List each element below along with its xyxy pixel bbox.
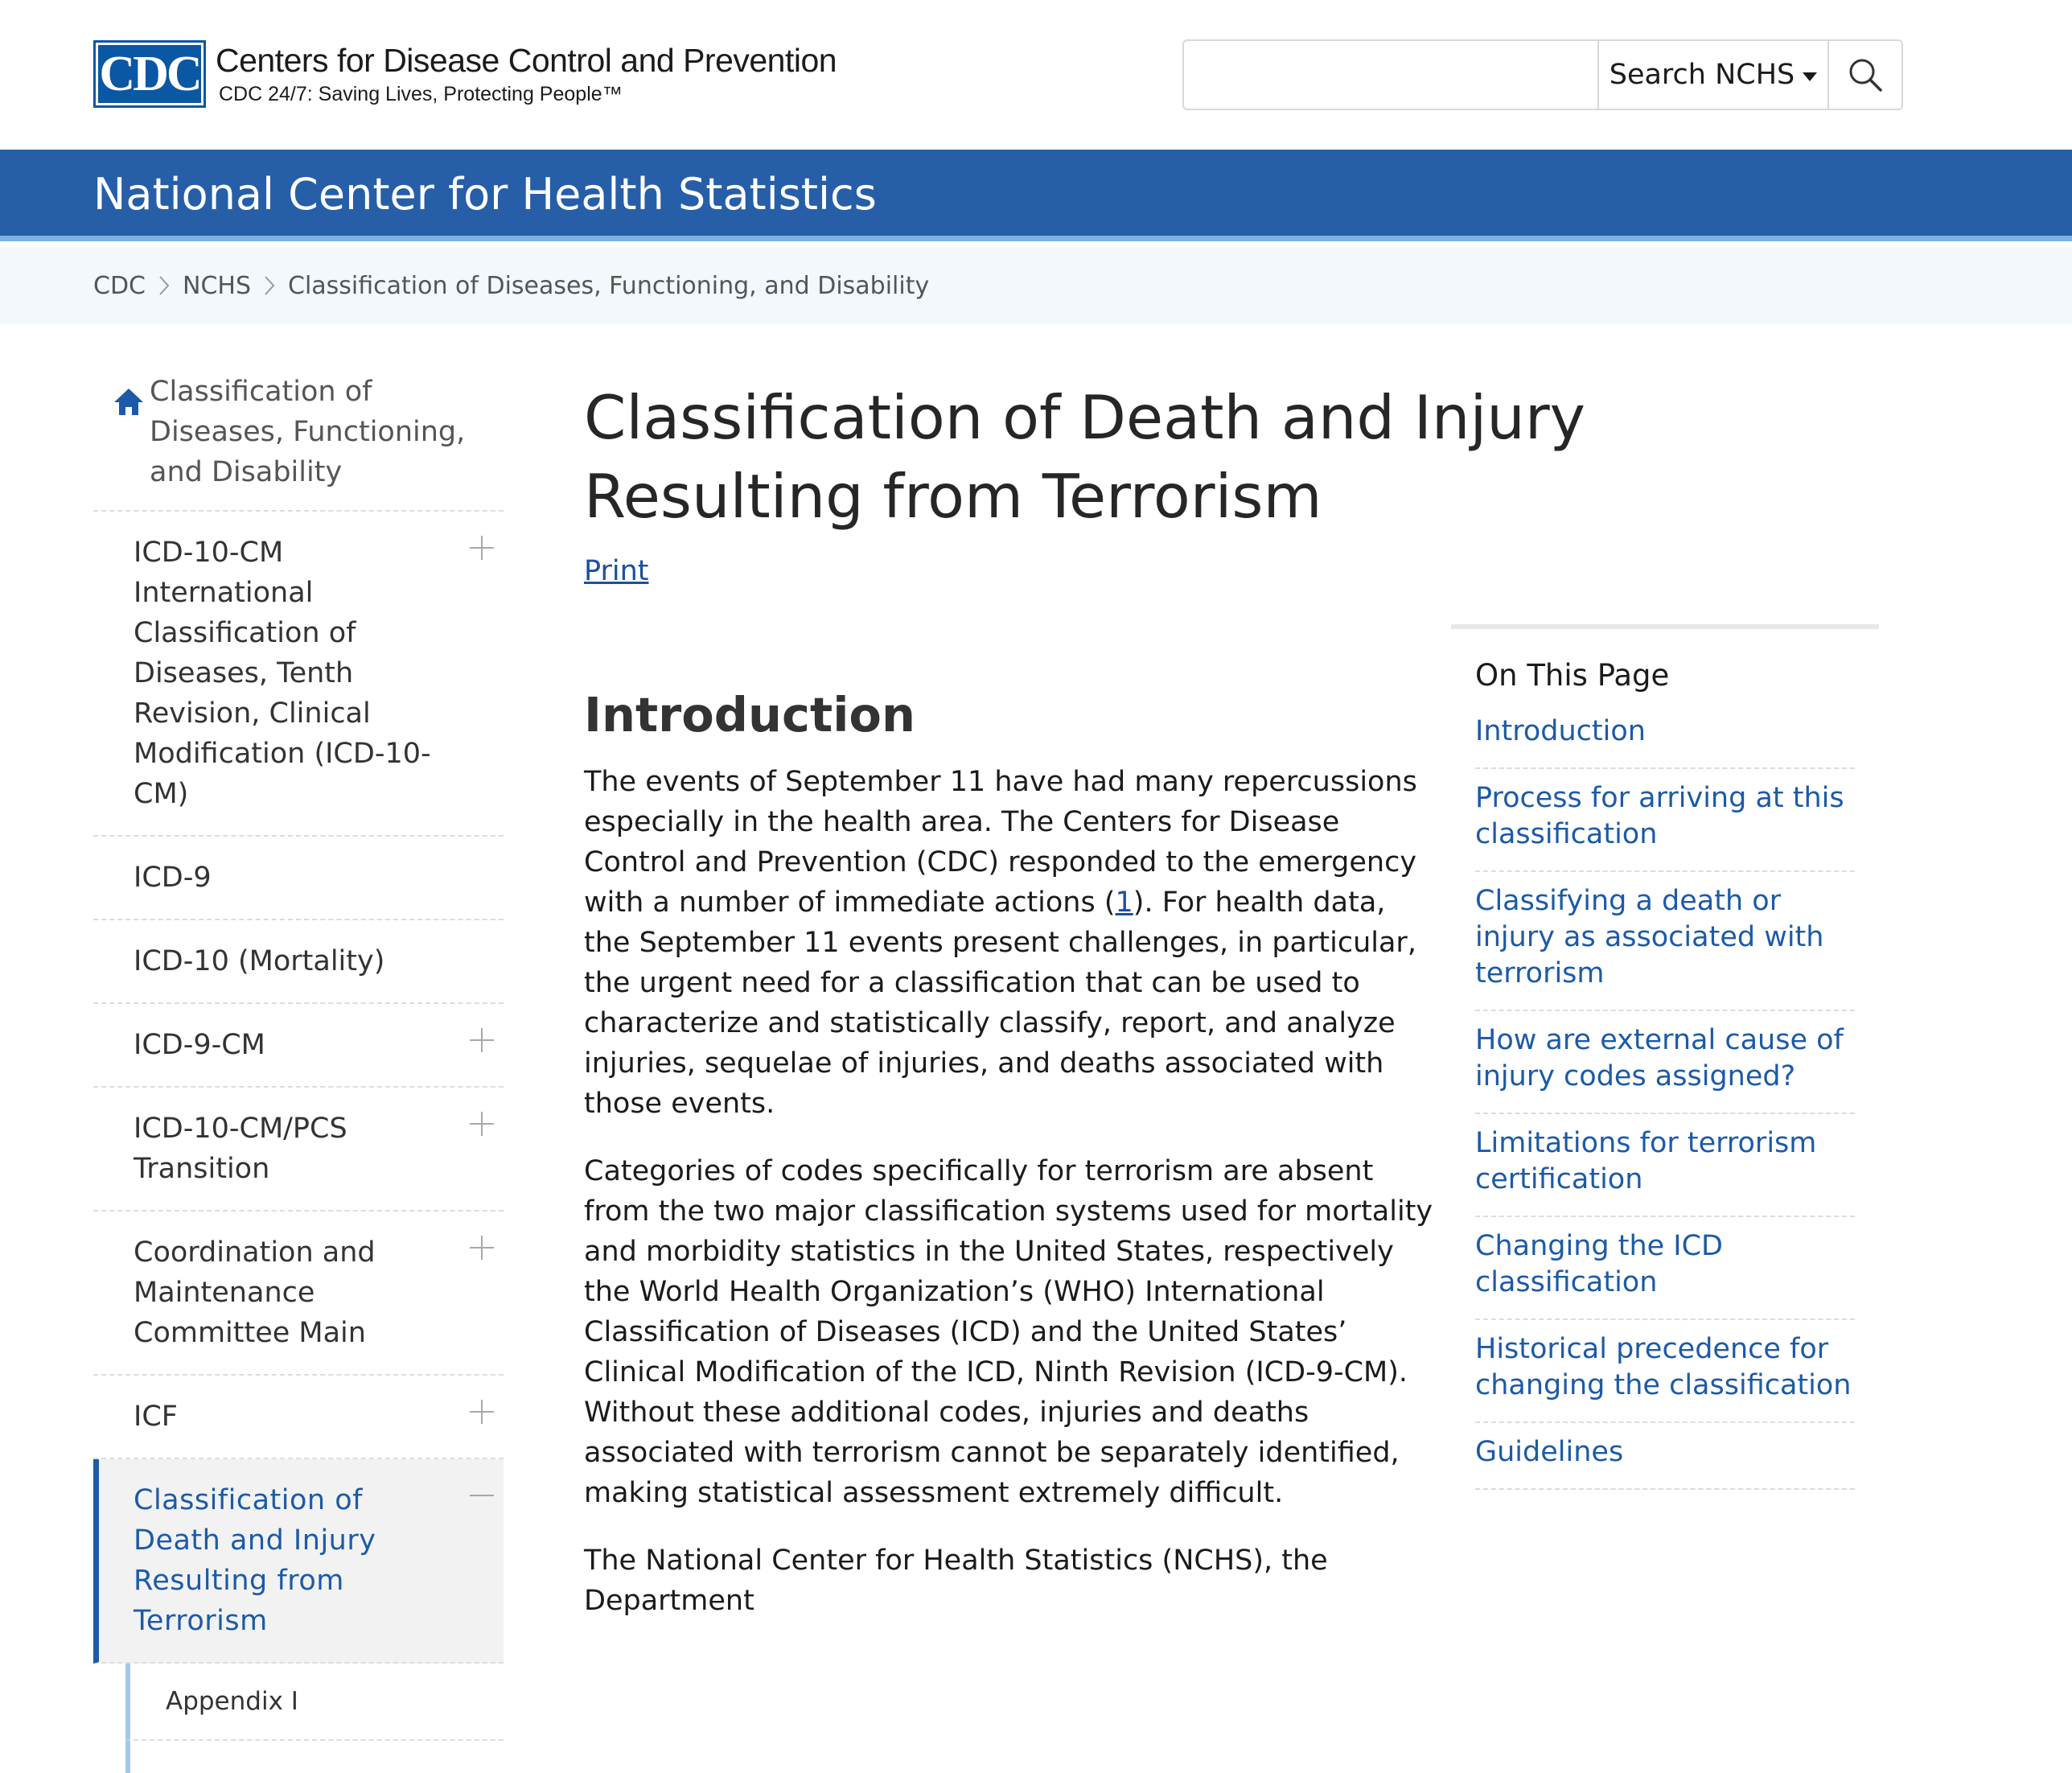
sidebar-item-icd-10-cm[interactable] [93, 512, 504, 837]
otp-link-guidelines[interactable]: Guidelines [1475, 1423, 1855, 1490]
expand-plus-icon[interactable] [470, 1400, 494, 1424]
cdc-logo-mark: CDC [93, 40, 206, 108]
sidebar-item-label: Coordination and Maintenance Committee Main [134, 1236, 376, 1349]
reference-link-1[interactable]: 1 [1115, 886, 1133, 919]
search-bar [1182, 39, 1903, 110]
sidebar-home-label: Classification of Diseases, Functioning, and Disability [150, 376, 466, 488]
search-scope-dropdown[interactable] [1597, 41, 1827, 109]
site-title[interactable]: National Center for Health Statistics [93, 169, 877, 220]
search-input[interactable] [1184, 41, 1597, 109]
sidebar-item-label: ICD-10-CM/PCS Transition [134, 1113, 347, 1185]
intro-paragraph-1 [584, 762, 1437, 1124]
cdc-logo[interactable] [93, 40, 837, 108]
search-button[interactable] [1827, 41, 1901, 109]
breadcrumb-nchs[interactable]: NCHS [183, 271, 251, 300]
expand-plus-icon[interactable] [470, 1028, 494, 1052]
otp-link-introduction[interactable]: Introduction [1475, 714, 1855, 769]
intro-paragraph-3: The National Center for Health Statistics (NCHS), the Department [584, 1545, 1328, 1617]
agency-name: Centers for Disease Control and Prevention [216, 42, 837, 79]
otp-link-historical[interactable]: Historical precedence for changing the classification [1475, 1320, 1855, 1423]
home-icon [113, 386, 145, 418]
otp-link-process[interactable]: Process for arriving at this classification [1475, 769, 1855, 872]
left-navigation [93, 359, 504, 1773]
otp-link-limitations[interactable]: Limitations for terrorism certification [1475, 1114, 1855, 1217]
sidebar-item-icd-9-cm[interactable] [93, 1004, 504, 1088]
expand-plus-icon[interactable] [470, 536, 494, 560]
sidebar-item-terrorism-active[interactable] [93, 1459, 504, 1664]
caret-down-icon [1803, 72, 1817, 81]
breadcrumb-classification[interactable]: Classification of Diseases, Functioning, and Disability [288, 271, 930, 300]
logo-text [216, 40, 837, 106]
paragraph-text: The events of September 11 have had many repercussions especially in the health area. The Centers for Disease Control and Prevention (CDC) responded to the emergency with a number of immediate actions ( [584, 766, 1417, 919]
sidebar-item-label: ICD-10-CM International Classification of Diseases, Tenth Revision, Clinical Modification (ICD-10-CM) [134, 537, 431, 810]
section-heading-introduction: Introduction [584, 687, 915, 743]
paragraph-text: ). For health data, the September 11 events present challenges, in particular, the urgent need for a classification that can be used to characterize and statistically classify, report, and analyze injuries, sequelae of injuries, and deaths associated with those events. [584, 886, 1416, 1120]
breadcrumb [0, 247, 2072, 324]
sidebar-subitem-continuation [125, 1741, 504, 1773]
sidebar-item-icf[interactable] [93, 1376, 504, 1459]
intro-paragraph-2: Categories of codes specifically for terrorism are absent from the two major classification systems used for mortality and morbidity statistics in the United States, respectively the World Health Organization’s (WHO) International Classification of Diseases (ICD) and the United States’ Clinical Modification of the ICD, Ninth Revision (ICD-9-CM). Without these additional codes, injuries and deaths associated with terrorism cannot be separately identified, making statistical assessment extremely difficult. [584, 1155, 1433, 1509]
breadcrumb-cdc[interactable]: CDC [93, 271, 146, 300]
search-scope-label: Search NCHS [1609, 59, 1795, 91]
agency-tagline: CDC 24/7: Saving Lives, Protecting People™ [219, 83, 623, 106]
expand-plus-icon[interactable] [470, 1112, 494, 1136]
sidebar-item-coordination-maintenance[interactable] [93, 1211, 504, 1376]
top-header [0, 0, 2072, 150]
page-title: Classification of Death and Injury Resulting from Terrorism [584, 382, 1586, 532]
search-icon [1848, 57, 1883, 93]
otp-link-classifying[interactable]: Classifying a death or injury as associated with terrorism [1475, 872, 1855, 1011]
sidebar-item-icd-10-cm-pcs-transition[interactable] [93, 1088, 504, 1211]
on-this-page-list [1475, 714, 1855, 1490]
expand-plus-icon[interactable] [470, 1236, 494, 1260]
sidebar-subitem-label: Appendix I [166, 1687, 298, 1716]
chevron-right-icon [264, 275, 275, 296]
otp-link-changing-icd[interactable]: Changing the ICD classification [1475, 1217, 1855, 1320]
sidebar-home-link[interactable] [93, 359, 504, 512]
sidebar-subitem-appendix-i[interactable] [125, 1664, 504, 1741]
sidebar-item-label: ICD-10 (Mortality) [134, 945, 385, 977]
sidebar-item-label: ICF [134, 1401, 178, 1433]
site-title-bar [0, 150, 2072, 241]
chevron-right-icon [158, 275, 170, 296]
sidebar-item-label: Classification of Death and Injury Resulting from Terrorism [134, 1484, 376, 1637]
sidebar-item-icd-9[interactable] [93, 837, 504, 920]
collapse-minus-icon[interactable] [470, 1483, 494, 1508]
print-link[interactable]: Print [584, 555, 649, 587]
sidebar-item-label: ICD-9-CM [134, 1029, 265, 1061]
on-this-page-heading: On This Page [1475, 658, 1670, 693]
sidebar-item-icd-10-mortality[interactable] [93, 920, 504, 1004]
sidebar-item-label: ICD-9 [134, 862, 212, 894]
otp-link-external-cause[interactable]: How are external cause of injury codes assigned? [1475, 1011, 1855, 1114]
on-this-page [1451, 624, 1879, 1490]
